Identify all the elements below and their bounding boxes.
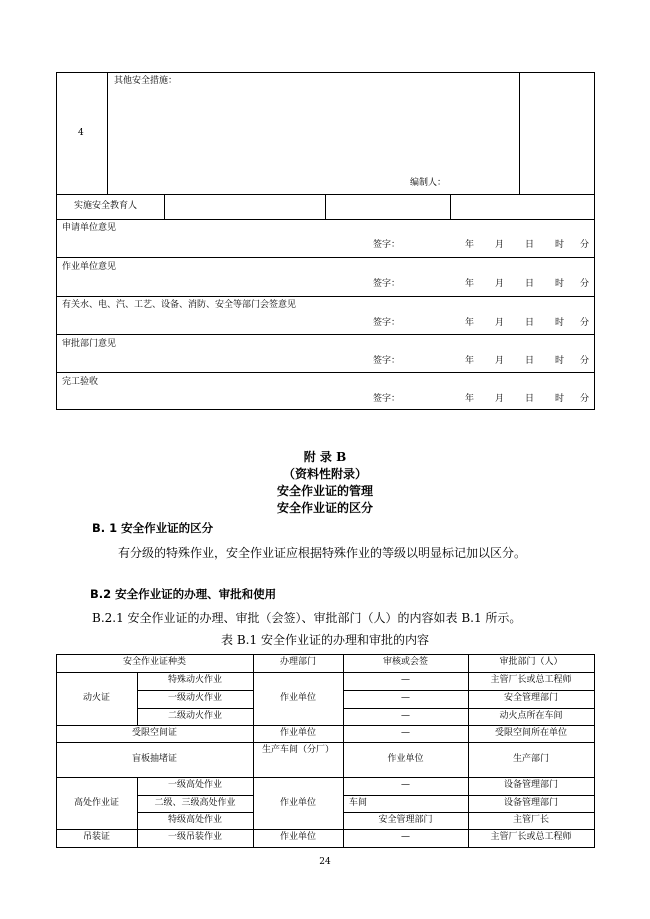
header-issuing-dept: 办理部门 [279, 657, 316, 667]
sign-label: 签字： [373, 356, 401, 366]
approver-cell: 设备管理部门 [503, 798, 558, 808]
review-cell: — [401, 832, 410, 842]
year-label: 年 [465, 394, 475, 404]
hour-label: 时 [555, 394, 565, 404]
header-review: 审核或会签 [382, 657, 428, 667]
minute-label: 分 [580, 318, 590, 328]
sign-label: 签字： [373, 240, 401, 250]
other-measures-label: 其他安全措施： [114, 76, 178, 86]
header-approver: 审批部门（人） [499, 657, 563, 667]
fire-permit-dept: 作业单位 [279, 693, 316, 703]
minute-label: 分 [580, 240, 590, 250]
permit-subtype: 特殊动火作业 [167, 675, 222, 685]
header-permit-type: 安全作业证种类 [122, 657, 186, 667]
review-cell: — [401, 728, 410, 738]
height-permit-group: 高处作业证 [73, 798, 119, 808]
sign-label: 签字： [373, 318, 401, 328]
review-cell: 安全管理部门 [378, 815, 433, 825]
day-label: 日 [525, 318, 535, 328]
day-label: 日 [525, 356, 535, 366]
day-label: 日 [525, 279, 535, 289]
approver-cell: 主管厂长或总工程师 [490, 675, 572, 685]
section-b1-text: 有分级的特殊作业，安全作业证应根据特殊作业的等级以明显标记加以区分。 [118, 546, 527, 560]
permit-subtype: 二级动火作业 [167, 711, 222, 721]
month-label: 月 [495, 356, 505, 366]
day-label: 日 [525, 394, 535, 404]
approver-cell: 生产部门 [512, 754, 549, 764]
year-label: 年 [465, 318, 475, 328]
permit-subtype: 一级吊装作业 [167, 832, 222, 842]
permit-group: 吊装证 [82, 832, 110, 842]
height-permit-dept: 作业单位 [279, 798, 316, 808]
section-b2-title: B.2 安全作业证的办理、审批和使用 [90, 587, 277, 601]
page-number: 24 [319, 857, 331, 867]
sign-label: 签字： [373, 394, 401, 404]
year-label: 年 [465, 240, 475, 250]
permit-type: 受限空间证 [131, 728, 177, 738]
educator-label: 实施安全教育人 [74, 201, 138, 211]
fire-permit-group: 动火证 [82, 693, 110, 703]
opinion-label-departments: 有关水、电、汽、工艺、设备、消防、安全等部门会签意见 [62, 300, 297, 310]
compiler-label: 编制人： [410, 178, 447, 188]
hour-label: 时 [555, 240, 565, 250]
day-label: 日 [525, 240, 535, 250]
opinion-label-approver: 审批部门意见 [62, 339, 117, 349]
approver-cell: 受限空间所在单位 [494, 728, 567, 738]
appendix-title: 附 录 B [303, 450, 347, 464]
review-cell: — [401, 780, 410, 790]
permit-subtype: 一级高处作业 [167, 780, 222, 790]
review-cell: 作业单位 [387, 754, 424, 764]
appendix-subtitle: （资料性附录） [282, 467, 367, 481]
approver-cell: 主管厂长 [512, 815, 549, 825]
opinion-label-operating-unit: 作业单位意见 [62, 262, 117, 272]
dept-cell: 作业单位 [279, 728, 316, 738]
opinion-label-applicant: 申请单位意见 [62, 223, 117, 233]
approver-cell: 安全管理部门 [503, 693, 558, 703]
hour-label: 时 [555, 279, 565, 289]
review-cell: — [401, 693, 410, 703]
year-label: 年 [465, 356, 475, 366]
permit-type: 盲板抽堵证 [131, 754, 177, 764]
approver-cell: 动火点所在车间 [499, 711, 563, 721]
review-cell: — [401, 711, 410, 721]
permit-subtype: 一级动火作业 [167, 693, 222, 703]
review-cell: — [401, 675, 410, 685]
minute-label: 分 [580, 279, 590, 289]
hour-label: 时 [555, 356, 565, 366]
permit-subtype: 二级、三级高处作业 [154, 798, 236, 808]
table-caption: 表 B.1 安全作业证的办理和审批的内容 [221, 633, 429, 647]
minute-label: 分 [580, 394, 590, 404]
row-number: 4 [78, 128, 84, 138]
month-label: 月 [495, 318, 505, 328]
section-b1-title: B. 1 安全作业证的区分 [92, 521, 214, 535]
month-label: 月 [495, 279, 505, 289]
approver-cell: 设备管理部门 [503, 780, 558, 790]
dept-cell: 生产车间（分厂） [261, 745, 334, 755]
appendix-heading-distinction: 安全作业证的区分 [276, 501, 373, 515]
review-cell: 车间 [349, 798, 368, 808]
month-label: 月 [495, 394, 505, 404]
dept-cell: 作业单位 [279, 832, 316, 842]
section-b2-text: B.2.1 安全作业证的办理、审批（会签）、审批部门（人）的内容如表 B.1 所示。 [92, 611, 522, 625]
approver-cell: 主管厂长或总工程师 [490, 832, 572, 842]
minute-label: 分 [580, 356, 590, 366]
opinion-label-completion: 完工验收 [62, 377, 99, 387]
sign-label: 签字： [373, 279, 401, 289]
appendix-heading-management: 安全作业证的管理 [276, 484, 373, 498]
month-label: 月 [495, 240, 505, 250]
hour-label: 时 [555, 318, 565, 328]
permit-subtype: 特级高处作业 [167, 815, 222, 825]
year-label: 年 [465, 279, 475, 289]
